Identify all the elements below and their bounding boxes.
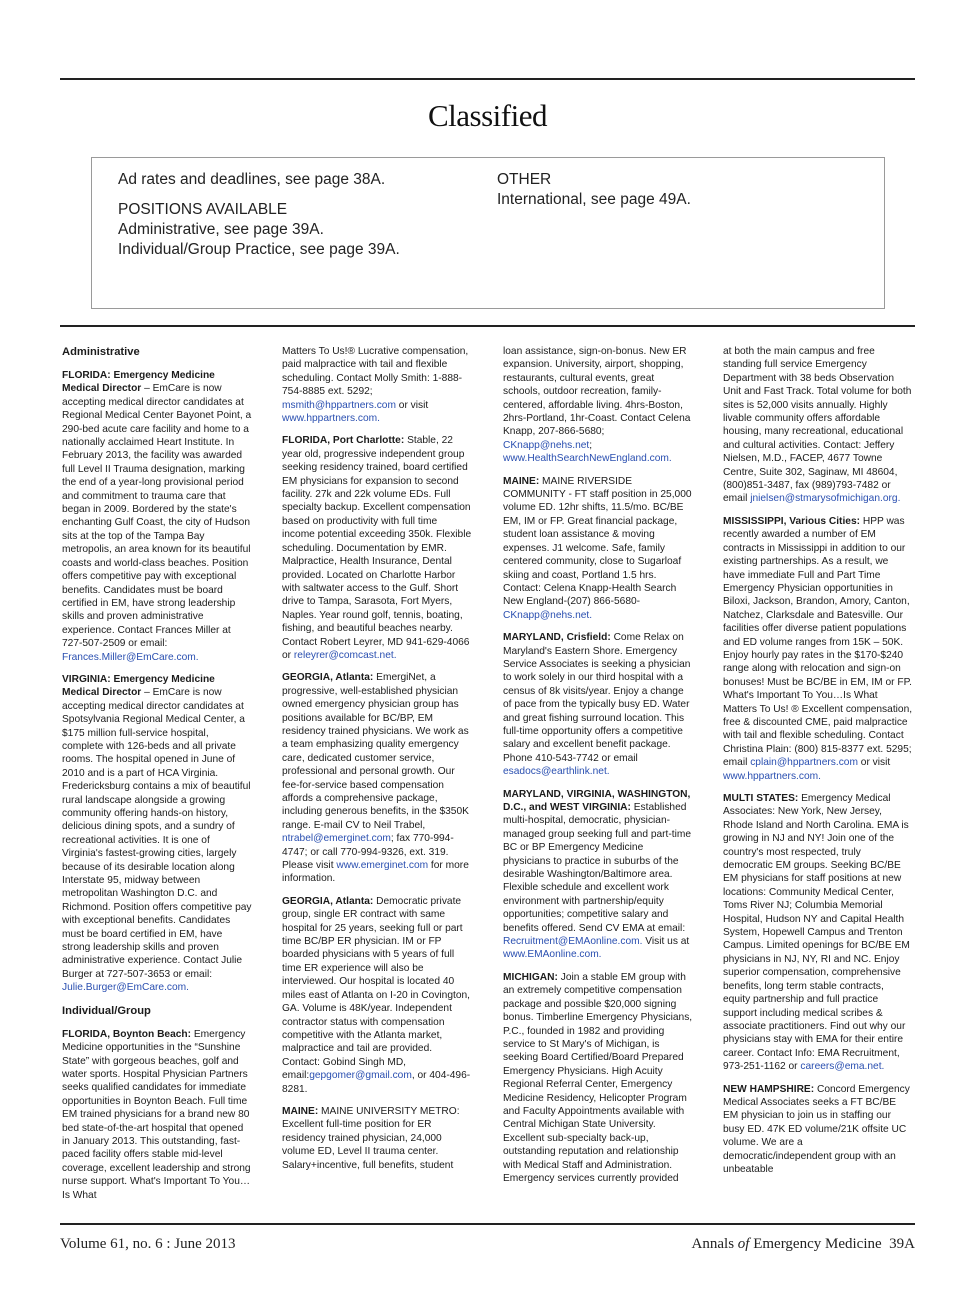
ad-body: ; bbox=[589, 439, 593, 451]
classified-ad bbox=[282, 671, 472, 886]
column-4 bbox=[723, 345, 913, 1215]
email-link[interactable]: Recruitment@EMAonline.com. bbox=[503, 936, 643, 948]
classified-ad bbox=[282, 434, 472, 662]
section-heading: Individual/Group bbox=[62, 1004, 151, 1017]
email-link[interactable]: Frances.Miller@EmCare.com. bbox=[62, 651, 199, 663]
classified-ad bbox=[503, 345, 693, 466]
ad-heading: FLORIDA, Port Charlotte: bbox=[282, 435, 405, 447]
contents-item: Individual/Group Practice, see page 39A. bbox=[118, 241, 400, 258]
classified-ad bbox=[723, 345, 913, 506]
web-link[interactable]: www.EMAonline.com. bbox=[503, 949, 602, 961]
ad-heading: MICHIGAN: bbox=[503, 971, 558, 983]
contents-item: Administrative, see page 39A. bbox=[118, 221, 324, 238]
issue-info: Volume 61, no. 6 : June 2013 bbox=[60, 1236, 236, 1252]
ad-body: Concord Emergency Medical Associates seeks a FT BC/BE EM physician to join us in staffing our busy ED. 47K ED volume/21K offsite UC volume. We are a democratic/independent group with an unbeatable bbox=[723, 1083, 910, 1175]
ad-body: or visit bbox=[395, 399, 429, 411]
ad-body: Emergency Medicine opportunities in the “Sunshine State” with gorgeous beaches, golf and water sports. Hospital Physician Partners seeks qualified candidates for immediate opportunities in Boynton Beach. Full time EM trained physicians for a brand new 80 bed state-of-the-art hospital that opened in January 2013. This outstanding, fast-paced facility offers stable mid-level coverage, excellent leadership and strong nurse support. What's Important To You…Is What bbox=[62, 1028, 251, 1201]
ad-body: Established multi-hospital, democratic, physician-managed group seeking full and part-time BC or BP Emergency Medicine physicians to practice in suburbs of the desirable Washington/Baltimore area. Flexible schedule and excellent work environment with partnership/equity opportunities; competitive salary and benefits offered. Send CV EMA at email: bbox=[503, 802, 692, 934]
web-link[interactable]: www.hppartners.com. bbox=[282, 413, 380, 425]
ad-body: Visit us at bbox=[642, 936, 690, 948]
email-link[interactable]: msmith@hppartners.com bbox=[282, 399, 396, 411]
ad-body: MAINE UNIVERSITY METRO: Excellent full-time position for ER residency trained physician, 24,000 volume ED, Level II trauma center. Salary+incentive, full benefits, student bbox=[282, 1105, 460, 1171]
email-link[interactable]: gepgomer@gmail.com bbox=[309, 1070, 412, 1082]
journal-name-of: of bbox=[737, 1236, 750, 1252]
ad-body: – EmCare is now accepting medical director candidates at Spotsylvania Regional Medical Center, a $175 million full-service hospital, complete with 126-beds and all private rooms. The hospital opened in June of 2010 and is a part of HCA Virginia. Fredericksburg contains a mix of beautiful rural landscape alongside a growing community offering hands-on history, delicious dining spots, and a sundry of recreational activities. It is one of Virginia's fastest-growing cities, largely because of its desirable location along Interstate 95, midway between metropolitan Washington D.C. and Richmond. Position offers competitive pay with exceptional benefits. Candidates must be board certified in EM, have strong leadership skills and proven administrative experience. Contact Julie Burger at 727-507-3653 or email: bbox=[62, 687, 252, 980]
column-2 bbox=[282, 345, 472, 1215]
classified-ad bbox=[503, 475, 693, 622]
other-heading: OTHER bbox=[497, 171, 552, 188]
top-rule bbox=[60, 78, 915, 80]
email-link[interactable]: jnielsen@stmarysofmichigan.org. bbox=[750, 493, 901, 505]
ad-heading: FLORIDA, Boynton Beach: bbox=[62, 1028, 192, 1040]
positions-heading: POSITIONS AVAILABLE bbox=[118, 201, 288, 218]
ad-heading: GEORGIA, Atlanta: bbox=[282, 672, 374, 684]
ad-body: ; fax 770-994-4747; or call 770-994-9326, ext. 319. Please visit bbox=[282, 833, 454, 872]
page-title: Classified bbox=[428, 98, 547, 133]
ad-body: at both the main campus and free standing full service Emergency Department with 38 beds Observation Unit and Fast Track. Total volume for both sites is 52,000 visits annually. Highly livable community offers affordable housing, many recreational, educational and cultural activities. Contact: Jeffery Nielsen, M.D., FACEP, 4677 Towne Centre, Suite 302, Saginaw, MI 48604, (800)851-3487, fax (989)793-7482 or email bbox=[723, 346, 912, 505]
ad-body: or visit bbox=[857, 757, 891, 769]
web-link[interactable]: www.hppartners.com. bbox=[723, 770, 821, 782]
ad-heading: MAINE: bbox=[503, 475, 540, 487]
ad-body: loan assistance, sign-on-bonus. New ER expansion. University, airport, shopping, restaurants, cultural events, great schools, outdoor recreation, family-centered, affordable living. 4hrs-Boston, 2hrs-Portland, 1hr-Coast. Contact Celena Knapp, 207-866-5680; bbox=[503, 346, 691, 438]
email-link[interactable]: Julie.Burger@EmCare.com. bbox=[62, 982, 189, 994]
journal-footer bbox=[692, 1236, 915, 1253]
email-link[interactable]: CKnapp@nehs.net. bbox=[503, 609, 593, 621]
classified-ad bbox=[62, 673, 252, 995]
ad-body: for more information. bbox=[282, 860, 469, 885]
section-rule bbox=[60, 325, 915, 327]
ad-heading: NEW HAMPSHIRE: bbox=[723, 1083, 815, 1095]
email-link[interactable]: releyrer@comcast.net. bbox=[293, 649, 397, 661]
ad-body: Democratic private group, single ER contract with same hospital for 25 years, seeking full or part time BC/BP ER physician. IM or FP boarded physicians with 5 years of full time ER experience will also be interviewed. Our hospital is located 40 miles east of Atlanta on I-20 in Covington, GA. Volume is 48K/year. Independent contractor status with compensation competitive with the Atlanta market, malpractice and tail are provided. Contact: Gobind Singh MD, email: bbox=[282, 895, 471, 1082]
classified-ad bbox=[282, 345, 472, 425]
contents-box bbox=[91, 157, 885, 309]
ad-body: , or 404-496-8281. bbox=[282, 1070, 471, 1095]
column-1 bbox=[62, 345, 252, 1215]
classified-ad bbox=[723, 792, 913, 1074]
classified-ad bbox=[62, 369, 252, 664]
ad-body: Join a stable EM group with an extremely competitive compensation package and possible $20,000 signing bonus. Timberline Emergency Physicians, P.C., founded in 1982 and providing service to St Mary's of Michigan, is seeking Board Certified/Board Prepared Emergency Physicians. High Acuity Regional Referral Center, Emergency Medicine Residency, Helicopter Program and Faculty Appointments available with Central Michigan State University. Excellent sub-specialty back-up, outstanding reputation and relationship with Medical Staff and Administration. Emergency services currently provided bbox=[503, 971, 693, 1184]
ad-heading: GEORGIA, Atlanta: bbox=[282, 895, 374, 907]
email-link[interactable]: cplain@hppartners.com bbox=[750, 757, 858, 769]
classified-ad bbox=[282, 1105, 472, 1172]
ad-body: – EmCare is now accepting medical director candidates at Regional Medical Center Bayonet Point, a 290-bed acute care facility and home to a nationally acclaimed Heart Institute. In February 2013, the facility was awarded full Level II Trauma designation, marking the end of a year-long provisional period and commitment to trauma care that began in 2009. Bordered by the state's enchanting Gulf Coast, the city of Hudson sits at the top of the Tampa Bay metropolis, an area known for its beautiful coasts and world-class beaches. Position offers competitive pay with exceptional benefits. Candidates must be board certified in EM, have strong leadership skills and proven administrative experience. Contact Frances Miller at 727-507-2509 or email: bbox=[62, 383, 252, 650]
email-link[interactable]: careers@ema.net. bbox=[800, 1061, 885, 1073]
ad-body: MAINE RIVERSIDE COMMUNITY - FT staff position in 25,000 volume ED. 12hr shifts, 11.5/mo. BC/BE EM, IM or FP. Great financial package, student loan assistance & moving expenses. J1 welcome. Safe, family centered community, close to Sugarloaf skiing and coast, Portland 1.5 hrs. Contact: Celena Knapp-Health Search New England-(207) 866-5680- bbox=[503, 475, 692, 608]
web-link[interactable]: www.emerginet.com bbox=[336, 860, 429, 872]
journal-name-tail: Emergency Medicine bbox=[749, 1236, 882, 1252]
classified-ad bbox=[723, 1083, 913, 1177]
email-link[interactable]: ntrabel@emerginet.com bbox=[282, 833, 391, 845]
email-link[interactable]: CKnapp@nehs.net bbox=[503, 439, 590, 451]
column-3 bbox=[503, 345, 693, 1215]
ad-body: Emergency Medical Associates: New York, New Jersey, Rhode Island and North Carolina. EMA is growing in NJ and NY! Join one of the country's most respected, truly democratic EM groups. Seeking BC/BE EM physicians for staff positions at new locations: Community Medical Center, Toms River NJ; Columbia Memorial Hospital, Hudson NY and Capital Health System, Hopewell Campus and Trenton Campus. Limited openings for BC/BE EM physicians in NJ, NY, RI and NC. Enjoy superior compensation, comprehensive benefits, long term stable contracts, equity partnership and full practice support including medical scribes & associate practitioners. Find out why our physicians stay with EMA for their entire career. Contact Info: EMA Recruitment, 973-251-1162 or bbox=[723, 793, 910, 1073]
ad-body: Come Relax on Maryland's Eastern Shore. Emergency Service Associates is seeking a physician to work solely in our third hospital with a census of 8k visits/year. Enjoy a change of pace from the typically busy ED. Water and great fishing surround location. This full-time opportunity offers a competitive salary and excellent benefit package. Phone 410-543-7742 or email bbox=[503, 632, 691, 764]
contents-item: International, see page 49A. bbox=[497, 191, 691, 208]
web-link[interactable]: www.HealthSearchNewEngland.com. bbox=[503, 453, 672, 465]
classified-ad bbox=[282, 895, 472, 1096]
ad-heading: MARYLAND, VIRGINIA, WASHINGTON, D.C., and WEST VIRGINIA: bbox=[503, 788, 691, 813]
ad-body: EmergiNet, a progressive, well-established physician owned emergency physician group has positions available for BC/BP, EM residency trained physicians. We work as a team emphasizing quality emergency care, dedicated customer service, professional and personal growth. Our fee-for-service based compensation affords a comprehensive package, including generous benefits, in the $350K range. E-mail CV to Neil Trabel, bbox=[282, 672, 469, 831]
ad-heading: MISSISSIPPI, Various Cities: bbox=[723, 515, 861, 527]
contents-left bbox=[118, 170, 478, 260]
ad-body: HPP was recently awarded a number of EM contracts in Mississippi in addition to our existing partnerships. As a result, we have immediate Full and Part Time Emergency Physician opportunities in Biloxi, Jackson, Brandon, Amory, Canton, Natchez, Clarksdale and Batesville. Our facilities offer diverse patient populations and ED volume ranges from 15K – 50K. Enjoy hourly pay rates in the $170-$240 range along with relocation and sign-on bonuses! Must be BC/BE in EM, IM or FP. What's Important To You…Is What Matters To Us! ® Excellent compensation, free & discounted CME, paid malpractice with tail and flexible scheduling. Contact Christina Plain: (800) 815-8377 ext. 5295; email bbox=[723, 515, 913, 769]
classified-ad bbox=[503, 971, 693, 1186]
contents-right bbox=[497, 170, 867, 210]
ad-heading: FLORIDA: Emergency Medicine Medical Director bbox=[62, 370, 215, 395]
classified-ad bbox=[503, 788, 693, 962]
classified-ad bbox=[723, 515, 913, 783]
classified-ad bbox=[503, 631, 693, 778]
footer-rule bbox=[60, 1223, 915, 1225]
classified-ad bbox=[62, 1028, 252, 1202]
ad-heading: MARYLAND, Crisfield: bbox=[503, 632, 611, 644]
journal-name: Annals bbox=[691, 1236, 738, 1252]
section-heading: Administrative bbox=[62, 346, 140, 358]
rates-note: Ad rates and deadlines, see page 38A. bbox=[118, 171, 386, 188]
ad-heading: MAINE: bbox=[282, 1105, 319, 1117]
ad-body: Matters To Us!® Lucrative compensation, paid malpractice with tail and flexible scheduling. Contact Molly Smith: 1-888-754-8885 ext. 5292; bbox=[282, 346, 469, 398]
ad-heading: VIRGINIA: Emergency Medicine Medical Director bbox=[62, 673, 215, 699]
page-number: 39A bbox=[889, 1236, 915, 1252]
email-link[interactable]: esadocs@earthlink.net. bbox=[503, 766, 610, 778]
ad-body: Stable, 22 year old, progressive independent group seeking residency trained, board certified EM physicians for expansion to second facility. 27k and 22k volume EDs. Full specialty backup. Excellent compensation based on productivity with full time income potential exceeding 350k. Flexible scheduling. Documentation by EMR. Malpractice, Health Insurance, Dental provided. Located on Charlotte Harbor with saltwater access to the Gulf. Short drive to Tampa, Sarasota, Fort Myers, Naples. Year round golf, tennis, boating, fishing, and beautiful beaches nearby. Contact Robert Leyrer, MD 941-629-4066 or bbox=[282, 435, 472, 661]
ad-heading: MULTI STATES: bbox=[723, 793, 799, 804]
